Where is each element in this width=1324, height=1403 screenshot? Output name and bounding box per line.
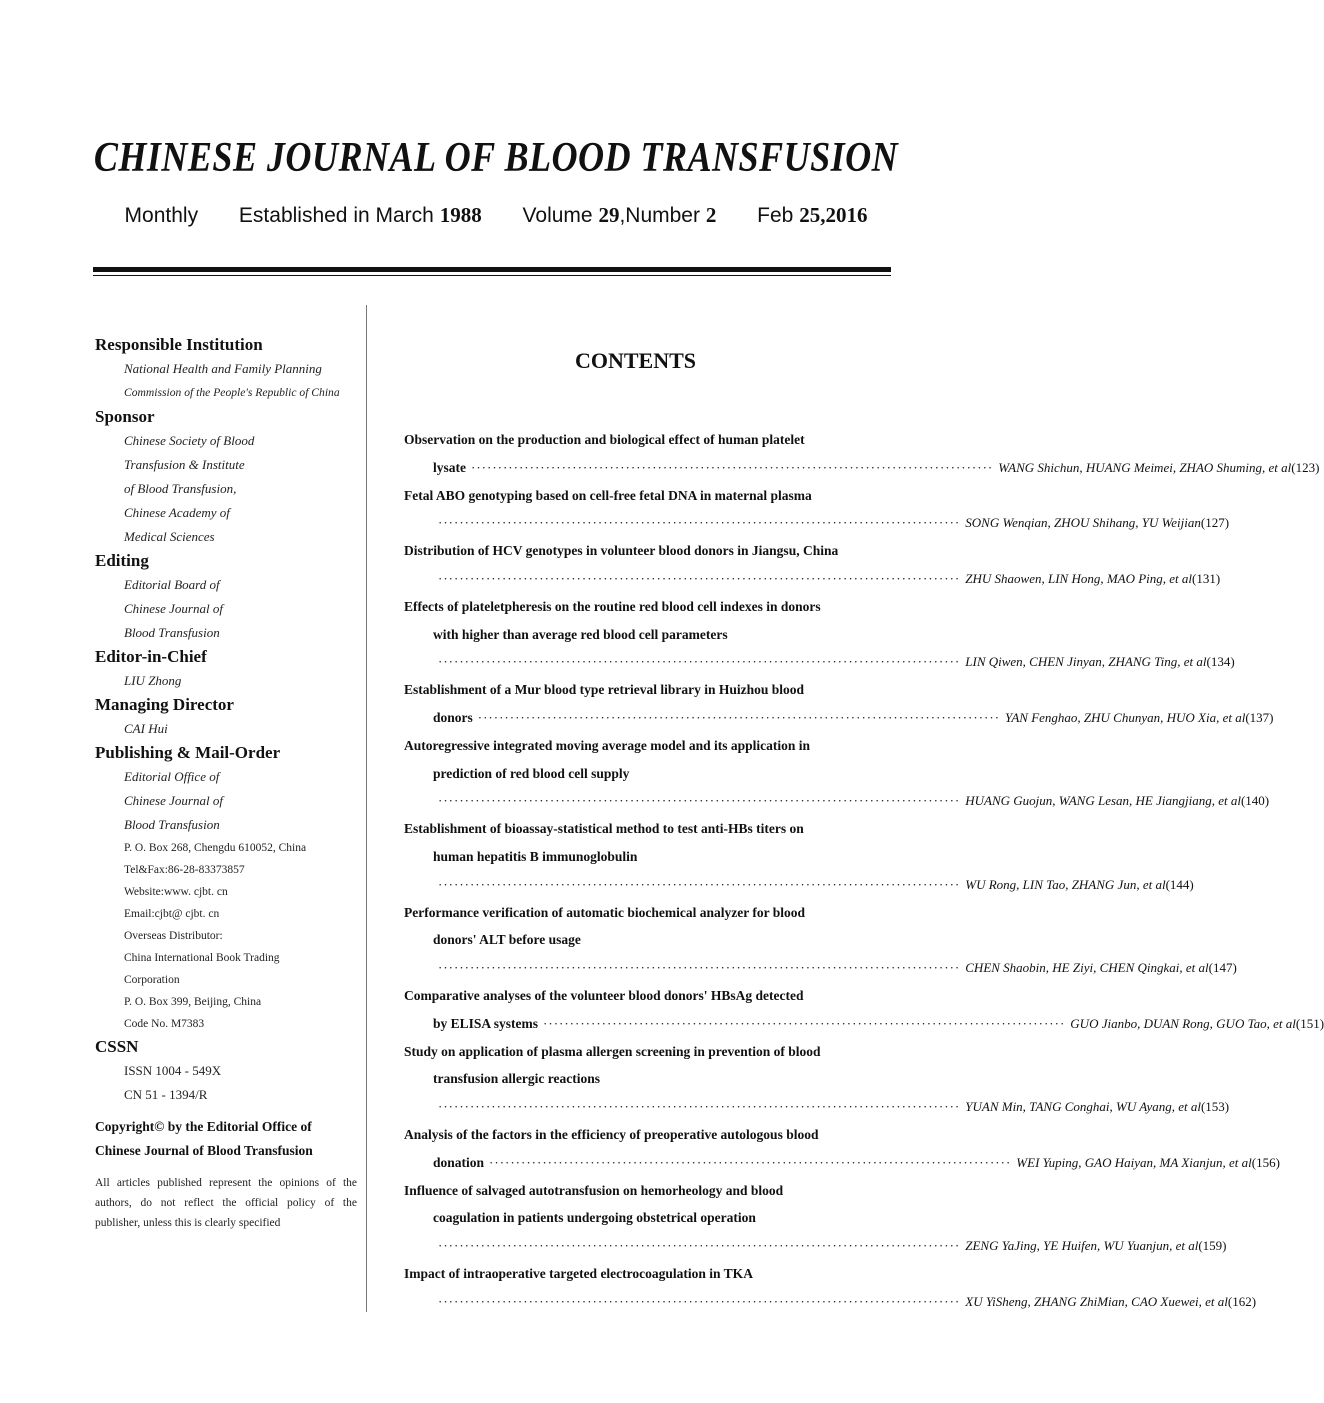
page-number: (153) (1200, 1099, 1230, 1115)
page-number: (134) (1206, 654, 1235, 670)
masthead-contact-line: Tel&Fax:86-28-83373857 (124, 864, 245, 876)
issue-number: 2 (705, 203, 717, 227)
article-title: Distribution of HCV genotypes in volunteer blood donors in Jiangsu, China (404, 543, 839, 559)
masthead-heading: Managing Director (95, 695, 234, 714)
toc-entry (404, 1260, 1257, 1316)
article-title: prediction of red blood cell supply (433, 765, 630, 781)
masthead-entry: Editorial Office of (124, 769, 220, 784)
toc-entry (404, 732, 1270, 815)
masthead-heading: Responsible Institution (95, 335, 263, 354)
toc-author-line (404, 1149, 1280, 1177)
leader-dots: ·································································································· (489, 1154, 1012, 1170)
author-names: YUAN Min, TANG Conghai, WU Ayang, et al (965, 1099, 1201, 1115)
toc-entry (404, 426, 1320, 482)
masthead-entry: Chinese Society of Blood (124, 433, 255, 448)
toc-entry (404, 982, 1324, 1038)
page-number: (151) (1295, 1015, 1324, 1031)
toc-entry (404, 537, 1221, 593)
masthead-entry: of Blood Transfusion, (124, 481, 237, 496)
article-authors (1005, 704, 1273, 732)
toc-author-line (404, 1288, 1257, 1316)
toc-entry (404, 899, 1237, 982)
article-authors (998, 454, 1319, 482)
article-title: human hepatitis B immunoglobulin (433, 848, 638, 864)
toc-author-line (404, 1093, 1230, 1121)
article-authors (965, 787, 1269, 815)
toc-entry (404, 815, 1194, 898)
toc-author-line (404, 871, 1194, 899)
journal-subtitle (0, 203, 992, 228)
masthead-entry: Chinese Journal of (124, 793, 223, 808)
toc-author-line (404, 1232, 1227, 1260)
frequency: Monthly (124, 204, 199, 227)
author-names: CHEN Shaobin, HE Ziyi, CHEN Qingkai, et al (965, 960, 1209, 976)
article-title: Study on application of plasma allergen screening in prevention of blood (404, 1043, 821, 1059)
header-rule-thick (93, 267, 891, 272)
masthead-heading: CSSN (95, 1037, 139, 1056)
masthead-contact-line: P. O. Box 399, Beijing, China (124, 996, 262, 1008)
leader-dots: ·································································································· (438, 793, 961, 809)
masthead-entry: Transfusion & Institute (124, 457, 245, 472)
author-names: ZHU Shaowen, LIN Hong, MAO Ping, et al (965, 570, 1193, 586)
masthead-entry: Chinese Academy of (124, 505, 230, 520)
author-names: WEI Yuping, GAO Haiyan, MA Xianjun, et al (1016, 1154, 1252, 1170)
column-divider (366, 305, 367, 1312)
toc-author-line (404, 954, 1237, 982)
date-year: ,2016 (820, 203, 868, 227)
toc-entry (404, 1177, 1227, 1260)
toc-author-line (404, 1010, 1324, 1038)
article-title: Comparative analyses of the volunteer blood donors' HBsAg detected (404, 987, 804, 1003)
masthead-entry: Commission of the People's Republic of China (124, 386, 340, 399)
toc-author-line (404, 565, 1221, 593)
article-authors (965, 509, 1229, 537)
masthead-contact-line: Website:www. cjbt. cn (124, 886, 228, 898)
author-names: SONG Wenqian, ZHOU Shihang, YU Weijian (965, 515, 1201, 531)
masthead-heading: Editing (95, 551, 149, 570)
author-names: HUANG Guojun, WANG Lesan, HE Jiangjiang, et al (965, 793, 1241, 809)
leader-dots: ·································································································· (438, 1238, 961, 1254)
masthead-contact-line: China International Book Trading (124, 952, 280, 964)
toc-entry (404, 482, 1230, 538)
article-title: transfusion allergic reactions (433, 1071, 600, 1087)
masthead-heading: Publishing & Mail-Order (95, 743, 281, 762)
page-number: (131) (1192, 570, 1221, 586)
article-title-continuation: donation (433, 1154, 485, 1170)
header-rule-thin (93, 275, 891, 276)
article-authors (965, 1288, 1256, 1316)
masthead-contact-line: ISSN 1004 - 549X (124, 1063, 222, 1078)
page-number: (156) (1251, 1154, 1280, 1170)
table-of-contents (404, 426, 1324, 1316)
leader-dots: ·································································································· (543, 1015, 1066, 1031)
article-title: with higher than average red blood cell parameters (433, 626, 728, 642)
article-title: Observation on the production and biological effect of human platelet (404, 432, 805, 447)
masthead-contact-line: Email:cjbt@ cjbt. cn (124, 908, 220, 920)
author-names: ZENG YaJing, YE Huifen, WU Yuanjun, et al (965, 1238, 1199, 1254)
author-names: WANG Shichun, HUANG Meimei, ZHAO Shuming, et al (998, 459, 1292, 475)
toc-entry (404, 676, 1274, 732)
established-year: 1988 (439, 203, 482, 227)
masthead-contact-line: P. O. Box 268, Chengdu 610052, China (124, 842, 307, 854)
article-title: Influence of salvaged autotransfusion on hemorheology and blood (404, 1182, 784, 1198)
masthead-contact-line: Overseas Distributor: (124, 930, 223, 942)
masthead-contact-line: Code No. M7383 (124, 1018, 205, 1030)
article-title: Effects of plateletpheresis on the routine red blood cell indexes in donors (404, 598, 821, 614)
toc-author-line (404, 787, 1270, 815)
article-title: Performance verification of automatic biochemical analyzer for blood (404, 904, 806, 920)
author-names: GUO Jianbo, DUAN Rong, GUO Tao, et al (1070, 1015, 1296, 1031)
disclaimer-text: All articles published represent the opinions of the authors, do not reflect the official policy of the publisher, unless this is clearly specified (95, 1177, 357, 1229)
page-number: (144) (1165, 876, 1194, 892)
masthead-heading: Sponsor (95, 407, 155, 426)
leader-dots: ·································································································· (471, 459, 994, 475)
article-authors (1070, 1010, 1324, 1038)
page-number: (137) (1245, 709, 1274, 725)
date-day: 25 (799, 203, 821, 227)
article-title-continuation: by ELISA systems (433, 1015, 539, 1031)
article-authors (965, 871, 1193, 899)
article-authors (965, 1093, 1229, 1121)
masthead-entry: Medical Sciences (124, 529, 215, 544)
toc-entry (404, 593, 1235, 676)
established-label: Established in March (238, 204, 434, 227)
article-title: coagulation in patients undergoing obstetrical operation (433, 1210, 756, 1226)
copyright-line: Copyright© by the Editorial Office of (95, 1119, 312, 1134)
volume-number: 29 (598, 203, 620, 227)
leader-dots: ·································································································· (438, 654, 961, 670)
page-number: (123) (1291, 459, 1320, 475)
masthead-sidebar (95, 333, 357, 1233)
article-authors (965, 954, 1237, 982)
leader-dots: ·································································································· (438, 960, 961, 976)
article-title-continuation: lysate (433, 459, 466, 475)
article-title: Analysis of the factors in the efficiency of preoperative autologous blood (404, 1126, 819, 1142)
article-title-continuation: donors (433, 709, 473, 725)
contents-title: CONTENTS (574, 348, 697, 373)
toc-entry (404, 1121, 1280, 1177)
page-number: (127) (1200, 515, 1230, 531)
article-authors (1016, 1149, 1280, 1177)
article-title: Establishment of a Mur blood type retrieval library in Huizhou blood (404, 682, 805, 698)
leader-dots: ·································································································· (438, 1293, 961, 1309)
author-names: XU YiSheng, ZHANG ZhiMian, CAO Xuewei, et al (965, 1293, 1228, 1309)
masthead-entry: CAI Hui (124, 721, 168, 736)
toc-entry (404, 1038, 1230, 1121)
masthead-entry: Blood Transfusion (124, 625, 220, 640)
page-number: (162) (1227, 1293, 1257, 1309)
masthead-entry: LIU Zhong (124, 673, 182, 688)
article-title: Fetal ABO genotyping based on cell-free fetal DNA in maternal plasma (404, 487, 812, 503)
article-authors (965, 648, 1234, 676)
masthead-entry: Chinese Journal of (124, 601, 223, 616)
leader-dots: ·································································································· (438, 1099, 961, 1115)
toc-author-line (404, 454, 1320, 482)
author-names: WU Rong, LIN Tao, ZHANG Jun, et al (965, 876, 1166, 892)
article-title: Autoregressive integrated moving average model and its application in (404, 737, 810, 753)
article-title: donors' ALT before usage (433, 932, 581, 948)
author-names: LIN Qiwen, CHEN Jinyan, ZHANG Ting, et al (965, 654, 1207, 670)
masthead-entry: Editorial Board of (124, 577, 220, 592)
masthead-contact-line: CN 51 - 1394/R (124, 1087, 208, 1102)
author-names: YAN Fenghao, ZHU Chunyan, HUO Xia, et al (1005, 709, 1246, 725)
article-authors (965, 1232, 1226, 1260)
masthead-contact-line: Corporation (124, 974, 180, 986)
article-authors (965, 565, 1220, 593)
volume-label: Volume (522, 204, 593, 227)
article-title: Impact of intraoperative targeted electrocoagulation in TKA (404, 1265, 753, 1281)
page-number: (147) (1208, 960, 1237, 976)
number-label: ,Number (619, 204, 700, 227)
masthead-entry: National Health and Family Planning (124, 361, 322, 376)
journal-title: CHINESE JOURNAL OF BLOOD TRANSFUSION (93, 135, 899, 181)
masthead-heading: Editor-in-Chief (95, 647, 207, 666)
leader-dots: ·································································································· (477, 709, 1001, 725)
toc-author-line (404, 648, 1235, 676)
copyright-notice (95, 1115, 357, 1163)
page-number: (140) (1240, 793, 1270, 809)
article-title: Establishment of bioassay-statistical method to test anti-HBs titers on (404, 821, 804, 837)
page-number: (159) (1198, 1238, 1227, 1254)
toc-author-line (404, 704, 1274, 732)
leader-dots: ·································································································· (438, 876, 961, 892)
date-label: Feb (757, 204, 794, 227)
masthead-entry: Blood Transfusion (124, 817, 220, 832)
leader-dots: ·································································································· (438, 515, 961, 531)
copyright-line: Chinese Journal of Blood Transfusion (95, 1143, 313, 1158)
leader-dots: ·································································································· (438, 570, 961, 586)
toc-author-line (404, 509, 1230, 537)
